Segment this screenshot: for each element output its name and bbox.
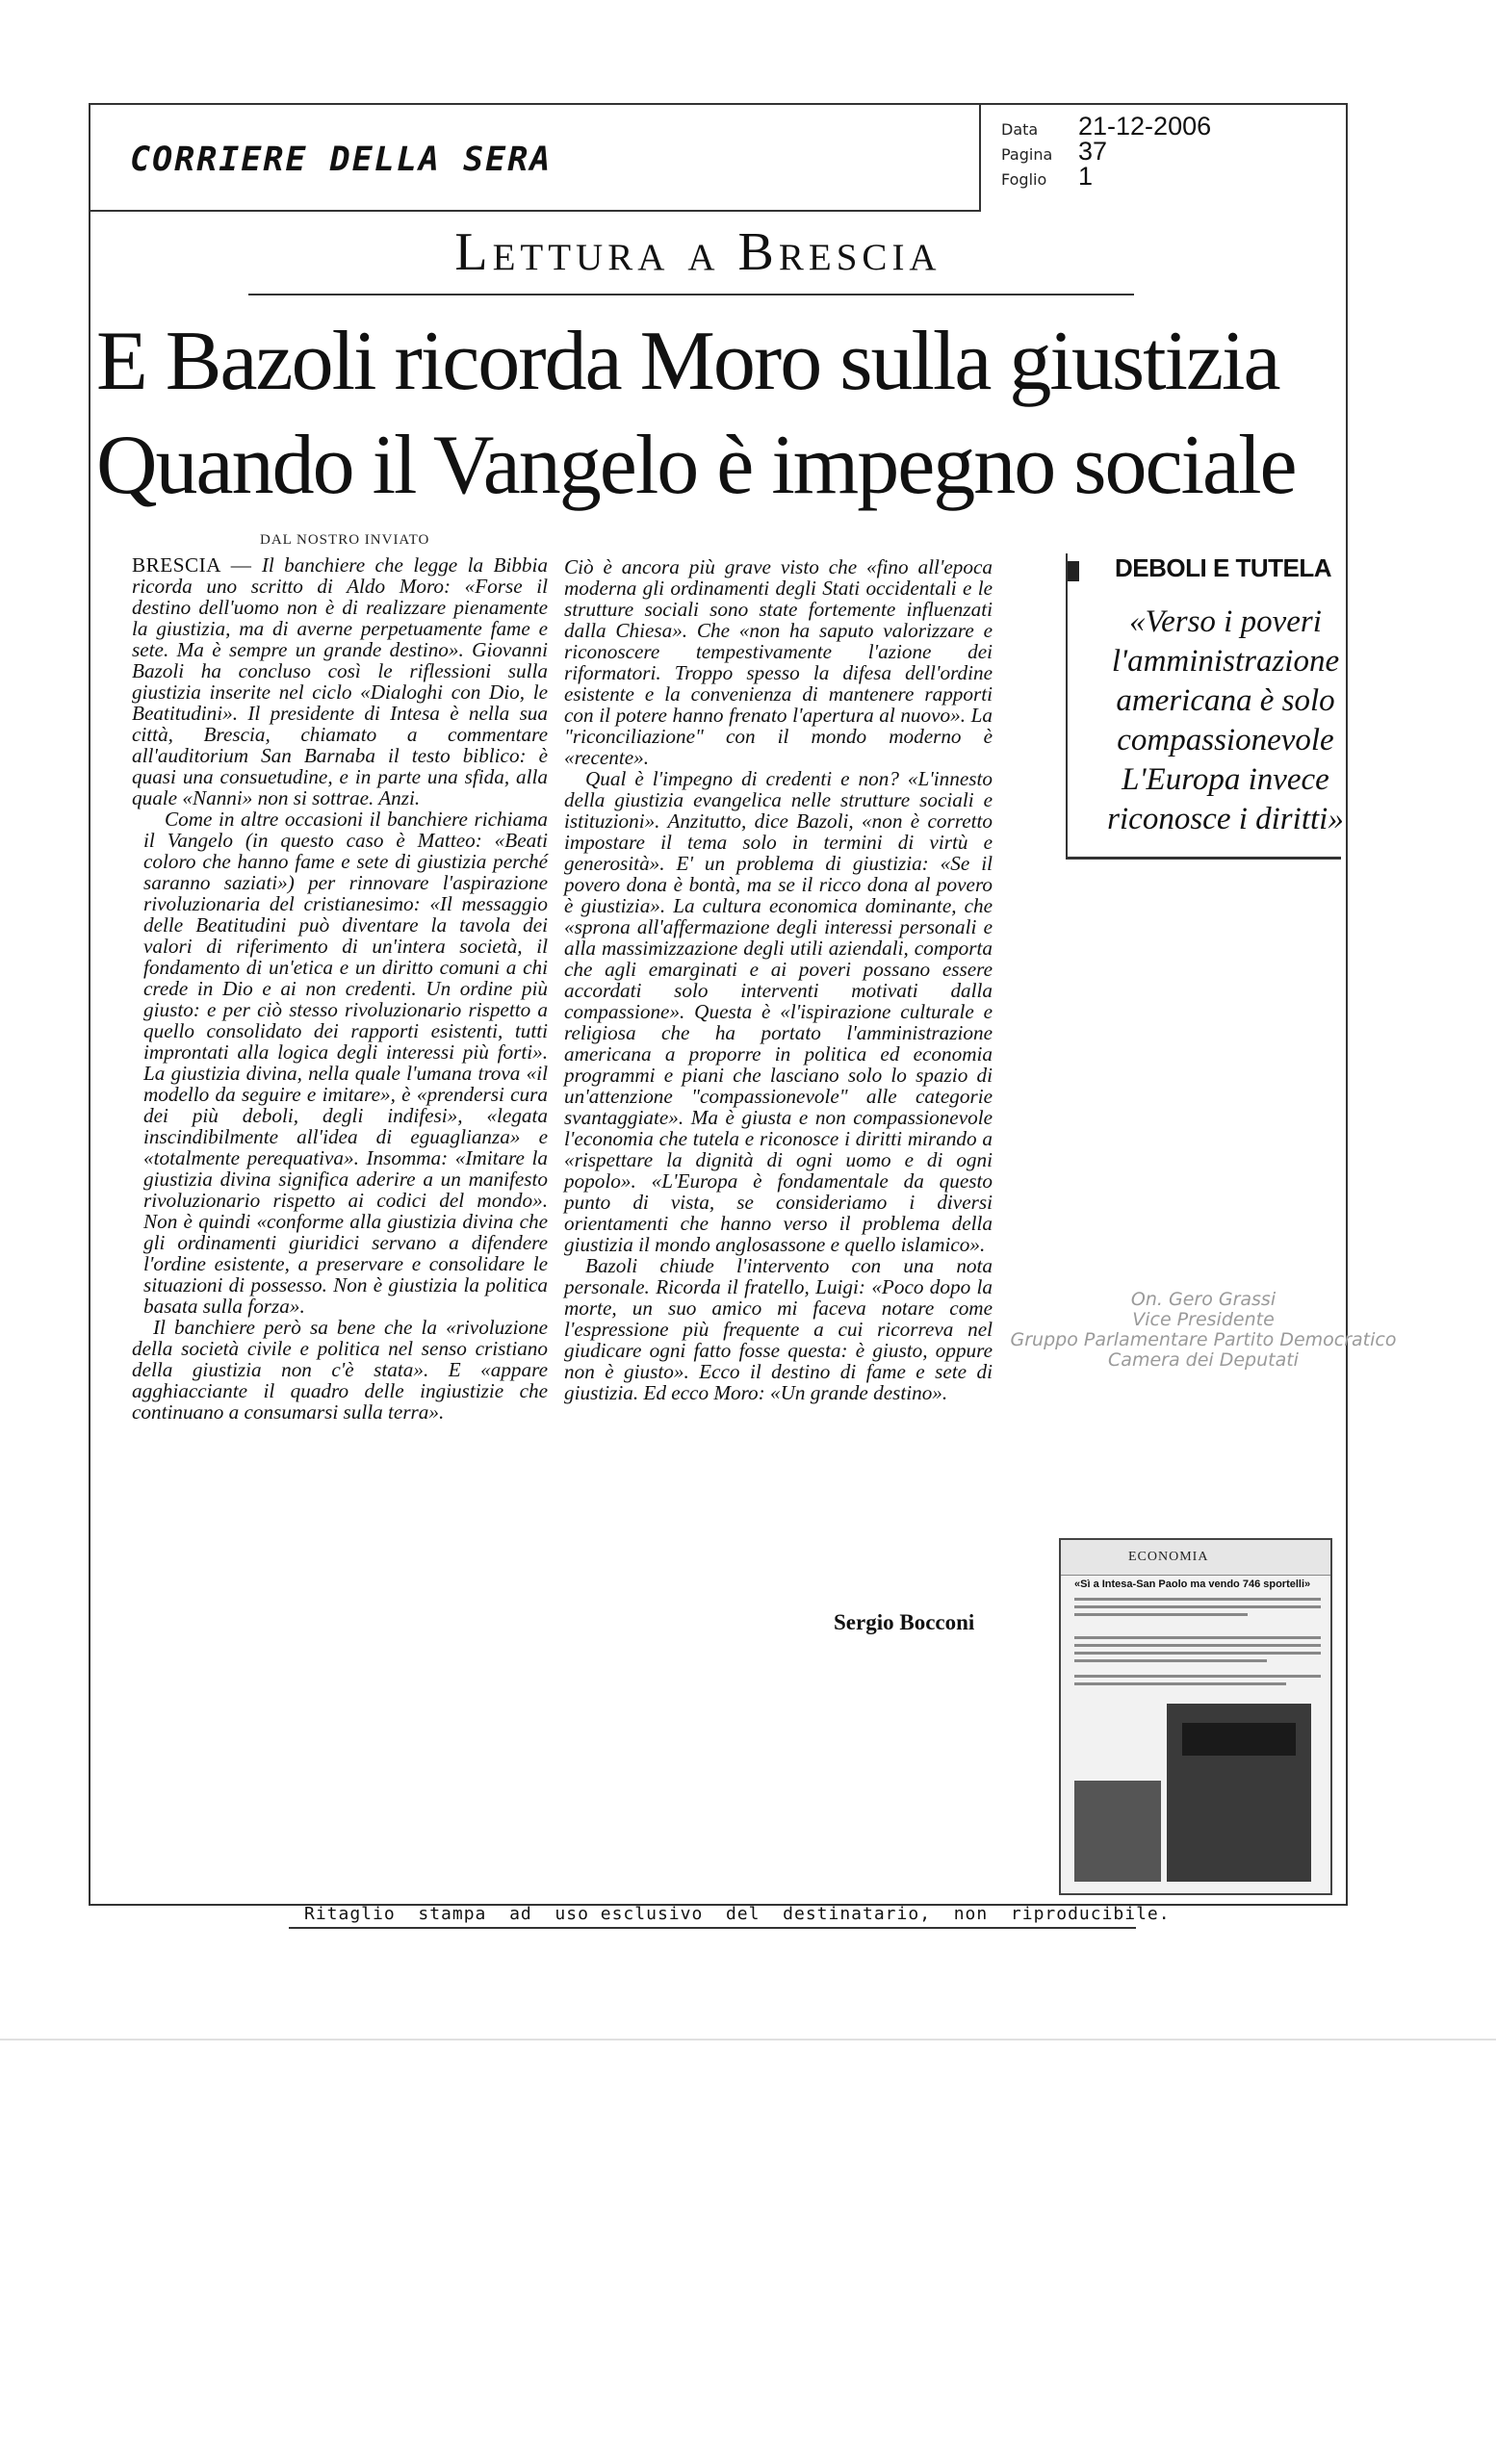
thumbnail-text-line (1074, 1652, 1321, 1655)
quote-line: americana è solo (1116, 683, 1335, 718)
thumbnail-text-line (1074, 1636, 1321, 1639)
article-paragraph: Bazoli chiude l'intervento con una nota personale. Ricorda il fratello, Luigi: «Poco dopo la morte, un suo amico mi faceva notare come l'espressione più frequente a cui ricorreva nel giudicare ogni fatto fosse questa: è giusto, oppure non è giusto». Ecco il destino di fame e sete di giustizia. Ed ecco Moro: «Un grande destino». (564, 1254, 993, 1404)
thumbnail-photo (1074, 1781, 1161, 1882)
section-title: Lettura a Brescia (454, 222, 941, 282)
thumbnail-text-line (1074, 1598, 1321, 1601)
headline (96, 310, 1296, 518)
thumbnail-logo: ECONOMIA (1128, 1550, 1209, 1564)
sidebar-title: DEBOLI E TUTELA (1115, 553, 1332, 582)
quote-line: l'amministrazione (1111, 644, 1340, 679)
meta-date-label: Data (1001, 120, 1039, 139)
article-column-1 (132, 554, 548, 1423)
masthead: CORRIERE DELLA SERA (130, 141, 553, 179)
quote-line: riconosce i diritti» (1107, 802, 1344, 836)
author-signature: Sergio Bocconi (834, 1610, 975, 1634)
thumbnail-text-line (1074, 1659, 1267, 1662)
meta-sheet (1001, 162, 1290, 191)
sidebar-horizontal-rule (1066, 857, 1341, 860)
sidebar-marker (1067, 561, 1079, 581)
article-paragraph (132, 554, 548, 808)
quote-line: «Verso i poveri (1129, 604, 1322, 639)
stamp-line: On. Gero Grassi (1130, 1289, 1277, 1310)
dateline-place: BRESCIA — (132, 553, 252, 577)
article-column-2 (564, 556, 993, 1403)
article-paragraph: Ciò è ancora più grave visto che «fino all'epoca moderna gli ordinamenti degli Stati occidentali e le strutture sociali sono state fortemente influenzati dalla Chiesa». Che «non ha saputo valorizzare e riconoscere tempestivamente l'azione dei riformatori. Troppo spesso la difesa dell'ordine esistente e la convenienza di mantenere rapporti con il potere hanno frenato l'apertura al nuovo». La "riconciliazione" con il mondo moderno è «recente». (564, 555, 993, 769)
clipping-disclaimer: Ritaglio stampa ad uso esclusivo del destinatario, non riproducibile. (304, 1904, 1171, 1924)
sidebar-vertical-rule (1066, 553, 1068, 857)
footer-rule (289, 1927, 1136, 1929)
thumbnail-text-line (1074, 1605, 1321, 1608)
meta-sheet-label: Foglio (1001, 170, 1047, 189)
page-thumbnail (1059, 1538, 1332, 1895)
meta-sheet-value: 1 (1078, 162, 1094, 191)
meta-page-label: Pagina (1001, 145, 1053, 164)
meta-date-value: 21-12-2006 (1078, 112, 1212, 141)
thumbnail-headline: «Sì a Intesa-San Paolo ma vendo 746 sportelli» (1074, 1578, 1311, 1590)
stamp-line: Vice Presidente (1132, 1309, 1275, 1330)
clipping-meta (1001, 112, 1290, 191)
thumbnail-text-line (1074, 1613, 1248, 1616)
headline-line-1: E Bazoli ricorda Moro sulla giustizia (96, 315, 1279, 408)
article-paragraph: Qual è l'impegno di credenti e non? «L'innesto della giustizia evangelica nelle strutture sociali e istituzioni». Anzitutto, dice Bazoli, «non è corretto impostare il tema solo in termini di virtù e generosità». E' un problema di giustizia: «Se il povero dona è bontà, ma se il ricco dona al povero è giustizia». La cultura economica dominante, che «sprona all'affermazione degli interessi personali e alla massimizzazione degli utili aziendali, comporta che agli emarginati e ai poveri possano essere accordati solo interventi motivati dalla compassione». Questa è «l'ispirazione culturale e religiosa che ha portato l'amministrazione americana a proporre in politica ed economia programmi e piani che lasciano solo lo spazio di un'attenzione "compassionevole" alle categorie svantaggiate». Ma è giusta e non compassionevole l'economia che tutela e riconosce i diritti mirando a «rispettare la dignità di ogni uomo e di ogni popolo». «L'Europa è fondamentale da questo punto di vista, se consideriamo i diversi orientamenti che hanno verso il problema della giustizia il mondo anglosassone e quello islamico». (564, 767, 993, 1256)
thumbnail-text-line (1074, 1675, 1321, 1678)
thumbnail-inset (1182, 1723, 1296, 1756)
deputy-stamp (1001, 1290, 1406, 1371)
stamp-line: Gruppo Parlamentare Partito Democratico (1010, 1329, 1397, 1350)
byline-dateline: DAL NOSTRO INVIATO (260, 532, 430, 548)
sidebar-pull-quote (1105, 603, 1346, 839)
thumbnail-text-line (1074, 1644, 1321, 1647)
meta-page-value: 37 (1078, 137, 1108, 166)
paragraph-text: Il banchiere che legge la Bibbia ricorda uno scritto di Aldo Moro: «Forse il destino dell'uomo non è di realizzare pienamente la giustizia, ma di averne perpetuamente fame e sete. Ma è sempre un grande destino». Giovanni Bazoli ha concluso così le riflessioni sulla giustizia inserite nel ciclo «Dialoghi con Dio, le Beatitudini». Il presidente di Intesa è nella sua città, Brescia, chiamato a commentare all'auditorium San Barnaba il testo biblico: è quasi una consuetudine, e in parte una sfida, alla quale «Nanni» non si sottrae. Anzi. (132, 553, 549, 809)
article-paragraph: Il banchiere però sa bene che la «rivoluzione della società civile e politica nel senso cristiano della giustizia non c'è stata». E «appare agghiacciante il quadro delle ingiustizie che continuano a consumarsi sulla terra». (132, 1316, 548, 1424)
thumbnail-text-line (1074, 1682, 1286, 1685)
headline-line-2: Quando il Vangelo è impegno sociale (96, 419, 1296, 512)
quote-line: compassionevole (1117, 723, 1334, 757)
section-rule (248, 294, 1134, 295)
article-paragraph: Come in altre occasioni il banchiere richiama il Vangelo (in questo caso è Matteo: «Beati coloro che hanno fame e sete di giustizia perché saranno saziati») per rinnovare l'aspirazione rivoluzionaria del cristianesimo: «Il messaggio delle Beatitudini può diventare la tavola dei valori di riferimento di un'intera società, il fondamento di un'etica e un diritto comuni a chi crede in Dio e ai non credenti. Un ordine più giusto: e per ciò stesso rivoluzionario rispetto a quello consolidato dei rapporti esistenti, tutti improntati alla logica degli interessi più forti». La giustizia divina, nella quale l'umana trova «il modello da seguire e imitare», è «prendersi cura dei più deboli, degli indifesi», «legata inscindibilmente all'idea di eguaglianza» e «totalmente perequativa». Insomma: «Imitare la giustizia divina significa aderire a un manifesto rivoluzionario rispetto ai codici del mondo». Non è quindi «conforme alla giustizia divina che gli ordinamenti giuridici servano a difendere l'ordine esistente, a preservare e consolidare le situazioni di possesso. Non è giustizia la politica basata sulla forza». (143, 808, 548, 1318)
stamp-line: Camera dei Deputati (1108, 1349, 1299, 1371)
scan-edge (0, 2039, 1496, 2040)
meta-date (1001, 112, 1290, 141)
quote-line: L'Europa invece (1122, 762, 1329, 797)
